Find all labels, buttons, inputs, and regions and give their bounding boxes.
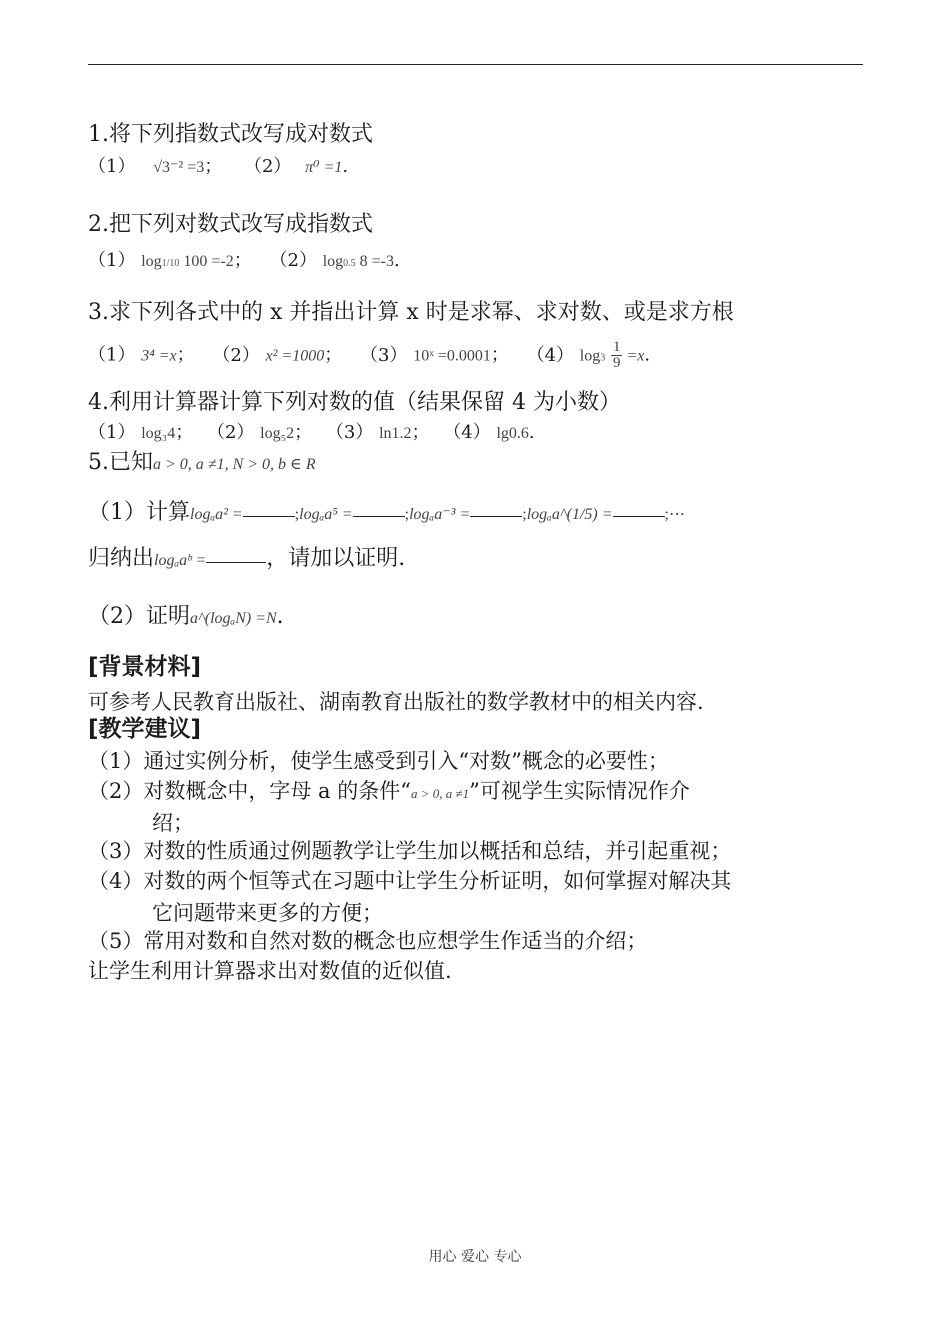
q4-label-4: （4） — [443, 422, 491, 443]
q2-expr-2: 8 =-3 — [355, 253, 395, 270]
q1-expr-1: √3⁻² =3 — [153, 159, 205, 176]
q3-sep-2: ； — [324, 344, 343, 366]
suggestion-final: 让学生利用计算器求出对数值的近似值. — [88, 959, 452, 983]
q3-expr-1: 3⁴ =x — [141, 347, 177, 365]
q4-expr-4: lg0.6 — [496, 425, 529, 442]
q4-expr-2: log₅2 — [260, 425, 295, 442]
q4-expr-1: log₃4 — [141, 425, 176, 442]
background-text: 可参考人民教育出版社、湖南教育出版社的数学教材中的相关内容. — [88, 690, 704, 714]
q3-sep-3: ； — [490, 344, 509, 366]
q5-induce-expr: logₐaᵇ = — [154, 552, 207, 569]
suggestions-heading: [教学建议] — [88, 716, 202, 742]
q3-base-4: 3 — [600, 352, 606, 364]
q5-label-1: （1）计算 — [88, 500, 190, 525]
q4-end: . — [528, 422, 535, 443]
q3-frac-num: 1 — [612, 339, 621, 355]
suggestion-3: （3）对数的性质通过例题教学让学生加以概括和总结，并引起重视； — [88, 839, 732, 863]
q3-frac-den: 9 — [612, 355, 621, 371]
suggestion-4-cont: 它问题带来更多的方便； — [152, 901, 383, 925]
q3-items — [88, 340, 650, 371]
q1-label-1: （1） — [88, 156, 136, 177]
q3-expr-3: 10ˣ =0.0001 — [413, 347, 491, 365]
q4-sep-3: ； — [411, 422, 430, 443]
q4-label-1: （1） — [88, 422, 136, 443]
q5-proof-line — [88, 604, 284, 630]
q5-label-2: （2）证明 — [88, 604, 190, 629]
q2-base-2: 0.5 — [343, 258, 356, 269]
q5-condition: a > 0, a ≠1, N > 0, b ∈ R — [153, 456, 316, 473]
q5-blank-2 — [353, 515, 405, 517]
q2-label-2: （2） — [269, 250, 317, 271]
q3-label-1: （1） — [88, 344, 136, 366]
q2-expr-1: 100 =-2 — [179, 253, 234, 270]
q2-log-1: log — [141, 253, 162, 270]
q5-induce-label: 归纳出 — [88, 546, 155, 571]
q4-label-3: （3） — [325, 422, 374, 443]
q4-title: 4.利用计算器计算下列对数的值（结果保留 4 为小数） — [88, 390, 621, 415]
q5-calc-line — [88, 500, 685, 526]
q5-sep-1: ; — [294, 506, 300, 523]
q5-calc-2: logₐa⁵ = — [299, 506, 353, 523]
q1-items — [88, 156, 348, 178]
q3-label-3: （3） — [360, 344, 408, 366]
suggestion-2-a: （2）对数概念中，字母 a 的条件“ — [88, 779, 411, 803]
q3-label-4: （4） — [526, 344, 575, 366]
q5-title-line — [88, 450, 316, 476]
q2-sep: ； — [233, 250, 252, 271]
q1-title: 1.将下列指数式改写成对数式 — [88, 122, 373, 147]
q5-proof-expr: a^(logₐN) =N — [190, 610, 277, 627]
suggestion-2-cont: 绍； — [152, 811, 194, 835]
suggestion-1: （1）通过实例分析，使学生感受到引入“对数”概念的必要性； — [88, 749, 669, 773]
q5-blank-1 — [243, 515, 295, 517]
q5-calc-3: logₐa⁻³ = — [409, 506, 471, 523]
page-footer: 用心 爱心 专心 — [428, 1249, 522, 1265]
q3-expr-2: x² =1000 — [265, 347, 325, 365]
q5-calc-end: ;⋯ — [664, 506, 685, 523]
q5-title: 5.已知 — [88, 450, 153, 475]
q2-items — [88, 250, 400, 272]
q2-title: 2.把下列对数式改写成指数式 — [88, 212, 373, 237]
q3-end: . — [644, 344, 651, 366]
q5-sep-2: ; — [404, 506, 410, 523]
q5-blank-4 — [613, 515, 665, 517]
q3-title: 3.求下列各式中的 x 并指出计算 x 时是求幂、求对数、或是求方根 — [88, 300, 734, 325]
q2-end: . — [394, 250, 400, 271]
q4-items — [88, 422, 535, 444]
q5-blank-3 — [470, 515, 522, 517]
q2-log-2: log — [322, 253, 344, 270]
q1-label-2: （2） — [243, 156, 292, 177]
q5-proof-end: . — [276, 604, 284, 629]
q5-sep-3: ; — [522, 506, 527, 523]
q3-log-4: log — [579, 347, 601, 365]
q4-expr-3: ln1.2 — [379, 425, 412, 442]
q5-calc-4: logₐa^(1/5) = — [526, 506, 613, 523]
suggestion-2-b: ”可视学生实际情况作介 — [469, 779, 690, 803]
q5-induce-line — [88, 546, 405, 572]
q3-label-2: （2） — [212, 344, 260, 366]
suggestion-5: （5）常用对数和自然对数的概念也应想学生作适当的介绍； — [88, 929, 648, 953]
q5-induce-post: ，请加以证明. — [266, 546, 406, 571]
header-rule — [88, 64, 863, 65]
q5-calc-1: logₐa² = — [190, 506, 243, 523]
q3-sep-1: ； — [176, 344, 195, 366]
q2-base-1: 1/10 — [161, 258, 180, 269]
q4-sep-2: ； — [294, 422, 313, 443]
q3-fraction — [611, 340, 623, 371]
q1-expr-2: π⁰ =1 — [305, 159, 343, 176]
background-heading: [背景材料] — [88, 654, 202, 680]
q2-label-1: （1） — [88, 250, 136, 271]
q4-sep-1: ； — [175, 422, 194, 443]
suggestion-4: （4）对数的两个恒等式在习题中让学生分析证明，如何掌握对解决其 — [88, 869, 732, 893]
suggestion-2 — [88, 777, 690, 805]
q5-induce-blank — [206, 561, 266, 563]
suggestion-2-cond: a > 0, a ≠1 — [410, 786, 470, 801]
q1-sep: ； — [204, 156, 223, 177]
q1-end: . — [342, 156, 349, 177]
q4-label-2: （2） — [206, 422, 255, 443]
q3-expr-4: =x — [622, 347, 645, 365]
